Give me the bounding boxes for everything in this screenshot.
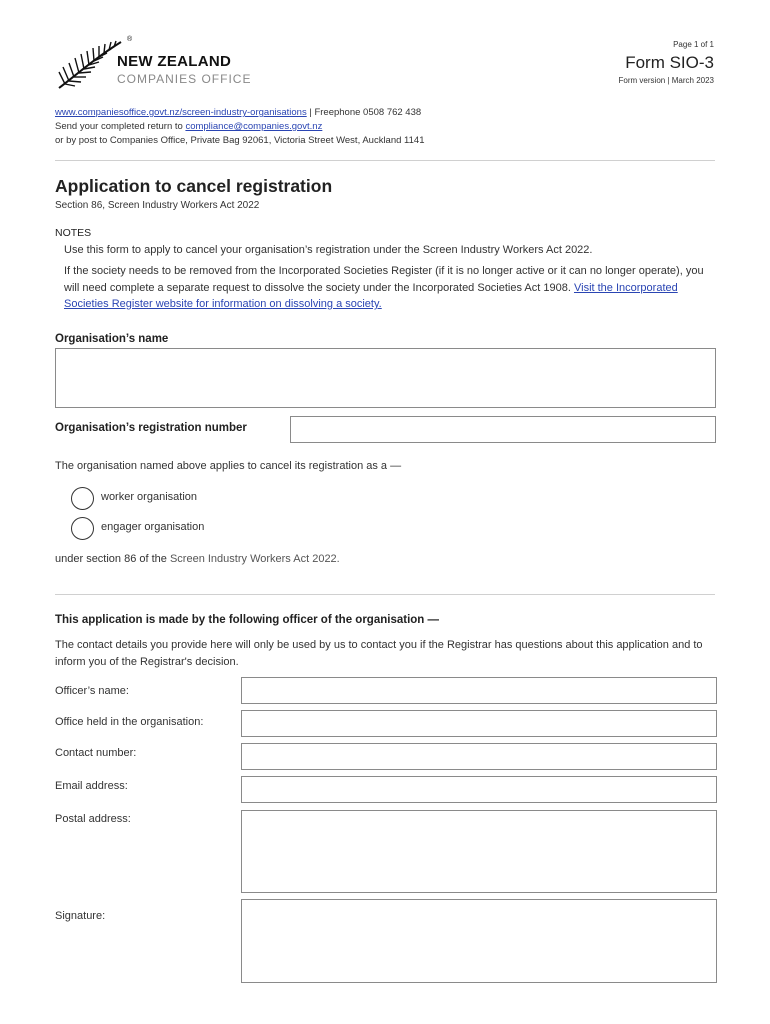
email-address-field[interactable] xyxy=(241,776,717,803)
office-held-label: Office held in the organisation: xyxy=(55,716,204,728)
page-number: Page 1 of 1 xyxy=(673,40,714,49)
worker-organisation-radio[interactable] xyxy=(71,487,94,510)
officer-name-field[interactable] xyxy=(241,677,717,704)
office-held-field[interactable] xyxy=(241,710,717,737)
website-link[interactable]: www.companiesoffice.govt.nz/screen-industry-organisations xyxy=(55,107,307,118)
companies-office-logo xyxy=(55,36,255,92)
contact-number-label: Contact number: xyxy=(55,747,137,759)
note-2-text: If the society needs to be removed from the Incorporated Societies Register (if it is no longer active or it can no longer operate), you will need complete a separate request to dissolve the society under the Incorporated Societies Act 1908. xyxy=(64,265,704,294)
reg-number-field[interactable] xyxy=(290,416,716,443)
email-address-label: Email address: xyxy=(55,780,128,792)
officer-info: The contact details you provide here will only be used by us to contact you if the Registrar has questions about this application and to inform you of the Registrar's decision. xyxy=(55,639,703,668)
dissolve-society-link[interactable]: Visit the Incorporated Societies Register website for information on dissolving a society. xyxy=(64,281,678,310)
page-subtitle: Section 86, Screen Industry Workers Act 2022 xyxy=(55,200,260,211)
signature-label: Signature: xyxy=(55,910,106,922)
form-id: Form SIO-3 xyxy=(625,53,714,72)
applies-text: The organisation named above applies to cancel its registration as a — xyxy=(55,460,402,472)
notes-heading: NOTES xyxy=(55,227,92,239)
signature-field[interactable] xyxy=(241,899,717,983)
section-act: Screen Industry Workers Act 2022. xyxy=(169,553,340,565)
note-2 xyxy=(64,263,714,313)
silver-fern-icon xyxy=(55,36,125,92)
contact-info xyxy=(55,106,424,148)
form-header xyxy=(619,40,714,85)
registered-mark: ® xyxy=(127,36,133,43)
note-1: Use this form to apply to cancel your organisation’s registration under the Screen Industry Workers Act 2022. xyxy=(64,244,593,256)
freephone-text: | Freephone 0508 762 438 xyxy=(306,107,422,118)
email-link[interactable]: compliance@companies.govt.nz xyxy=(185,121,323,132)
postal-address-label: Postal address: xyxy=(55,813,131,825)
logo-companies-office: COMPANIES OFFICE xyxy=(117,72,252,86)
reg-number-label: Organisation’s registration number xyxy=(55,422,247,434)
org-name-label: Organisation’s name xyxy=(55,333,169,345)
divider xyxy=(55,594,715,595)
contact-number-field[interactable] xyxy=(241,743,717,770)
divider xyxy=(55,160,715,161)
officer-name-label: Officer’s name: xyxy=(55,685,129,697)
officer-heading: This application is made by the following officer of the organisation — xyxy=(55,614,440,626)
logo-new-zealand: NEW ZEALAND xyxy=(117,53,232,70)
org-name-field[interactable] xyxy=(55,348,716,408)
section-prefix: under section 86 of the xyxy=(55,553,170,565)
postal-address-field[interactable] xyxy=(241,810,717,893)
postal-text: or by post to Companies Office, Private Bag 92061, Victoria Street West, Auckland 1141 xyxy=(55,135,425,146)
engager-organisation-label: engager organisation xyxy=(101,521,205,533)
engager-organisation-radio[interactable] xyxy=(71,517,94,540)
form-version: Form version | March 2023 xyxy=(618,76,714,85)
worker-organisation-label: worker organisation xyxy=(101,491,197,503)
send-text: Send your completed return to xyxy=(55,121,186,132)
page-title: Application to cancel registration xyxy=(55,176,333,196)
section-text xyxy=(55,553,340,565)
